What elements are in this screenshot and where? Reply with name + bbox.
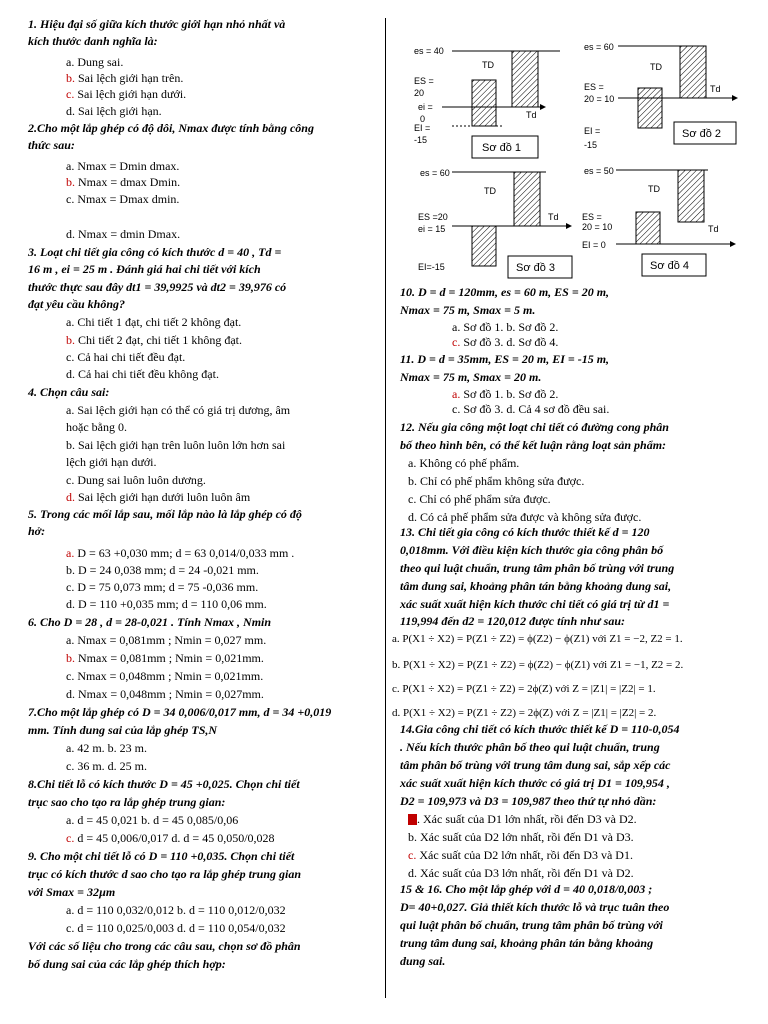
option-line-46: c. d = 45 0,006/0,017 d. d = 45 0,050/0,028 <box>66 831 275 845</box>
option-line-25 <box>408 812 637 827</box>
option-line-38: d. Nmax = 0,048mm ; Nmin = 0,027mm. <box>66 687 264 701</box>
answer-letter: c. <box>452 335 461 349</box>
diagram-so-do-3 <box>416 164 576 284</box>
d1-es: es = 40 <box>414 46 444 56</box>
question-line-32: trung tâm dung sai, khoảng phân tán bằng khoảng <box>400 936 654 950</box>
option-line-3: b. Sai lệch giới hạn trên. <box>66 71 184 85</box>
option-line-7: c. Sơ đồ 3. d. Cả 4 sơ đồ đều sai. <box>452 402 610 416</box>
question-line-33: dung sai. <box>400 954 446 968</box>
option-text: . Xác suất của D1 lớn nhất, rồi đến D3 và D2. <box>417 812 637 826</box>
d4-TD: TD <box>648 184 660 194</box>
d1-ei: ei = <box>418 102 433 112</box>
column-divider <box>385 18 386 998</box>
answer-letter: c. <box>66 831 75 845</box>
d2-ES2: 20 = 10 <box>584 94 615 104</box>
d2-Td: Td <box>710 84 721 94</box>
question-line-29: 15 & 16. Cho một lắp ghép với d = 40 0,018/0,003 ; <box>400 882 653 896</box>
question-line-5: Nmax = 75 m, Smax = 20 m. <box>400 370 542 384</box>
option-line-24: b. Sai lệch giới hạn trên luôn luôn lớn hơn sai <box>66 438 286 452</box>
d1-EI2: -15 <box>414 135 428 145</box>
answer-letter: b. <box>66 175 75 189</box>
answer-letter: a. <box>66 546 75 560</box>
question-line-34: 6. Cho D = 28 , d = 28-0,021 . Tính Nmax , Nmin <box>28 615 272 629</box>
option-line-37: c. Nmax = 0,048mm ; Nmin = 0,021mm. <box>66 669 264 683</box>
question-line-1: Nmax = 75 m, Smax = 5 m. <box>400 303 536 317</box>
answer-letter: d. <box>66 490 75 504</box>
answer-marker <box>408 814 417 825</box>
option-line-25: lệch giới hạn dưới. <box>66 455 157 469</box>
option-line-30: a. D = 63 +0,030 mm; d = 63 0,014/0,033 mm . <box>66 546 295 560</box>
question-line-48: trục có kích thước d sao cho tạo ra lắp ghép trung gian <box>28 867 301 881</box>
d2-EI2: -15 <box>584 140 598 150</box>
question-line-31: qui luật phân bố chuẩn, trung tâm phân bố trùng với <box>400 918 663 932</box>
option-line-35: a. Nmax = 0,081mm ; Nmin = 0,027 mm. <box>66 633 267 647</box>
option-line-11: b. Chỉ có phế phẩm không sửa được. <box>408 474 585 488</box>
option-line-42: c. 36 m. d. 25 m. <box>66 759 147 773</box>
question-line-1: kích thước danh nghĩa là: <box>28 34 158 48</box>
d4-ES: ES = <box>582 212 602 222</box>
d3-ES: ES =20 <box>418 212 448 222</box>
question-line-49: với Smax = 32µm <box>28 885 116 899</box>
question-line-43: 8.Chi tiết lỗ có kích thước D = 45 +0,025. Chọn chi tiết <box>28 777 300 791</box>
d3-es: es = 60 <box>420 168 450 178</box>
question-line-9: bố theo hình bên, có thể kết luận rằng loạt sản phẩm: <box>400 438 667 452</box>
question-line-0: 10. D = d = 120mm, es = 60 m, ES = 20 m, <box>400 285 610 299</box>
option-line-11: d. Nmax = dmin Dmax. <box>66 227 181 241</box>
option-line-13: d. Có cả phế phẩm sửa được và không sửa được. <box>408 510 642 524</box>
question-line-40: mm. Tính dung sai của lắp ghép TS,N <box>28 723 218 737</box>
question-line-12: 3. Loạt chi tiết gia công có kích thước d = 40 , Td = <box>28 245 282 259</box>
d3-Td: Td <box>548 212 559 222</box>
option-line-19: d. Cả hai chi tiết đều không đạt. <box>66 367 219 381</box>
d2-EI: EI = <box>584 126 601 136</box>
option-line-18: c. Cả hai chi tiết đều đạt. <box>66 350 186 364</box>
question-line-53: bố dung sai của các lắp ghép thích hợp: <box>28 957 226 971</box>
option-line-36: b. Nmax = 0,081mm ; Nmin = 0,021mm. <box>66 651 264 665</box>
diagram-so-do-4 <box>580 162 740 282</box>
d4-ES2: 20 = 10 <box>582 222 613 232</box>
question-line-20: 14.Gia công chi tiết có kích thước thiết kế D = 110-0,054 <box>400 722 680 736</box>
answer-letter: b. <box>66 333 75 347</box>
question-line-39: 7.Cho một lắp ghép có D = 34 0,006/0,017 mm, d = 34 +0,019 <box>28 705 332 719</box>
d3-label: Sơ đồ 3 <box>516 262 556 274</box>
option-line-6: a. Sơ đồ 1. b. Sơ đồ 2. <box>452 387 559 401</box>
d1-EI: EI = <box>414 123 431 133</box>
question-line-18: xác suất xuất hiện kích thước chi tiết có giá trị từ d1 = <box>400 597 670 611</box>
option-line-32: c. D = 75 0,073 mm; d = 75 -0,036 mm. <box>66 580 259 594</box>
option-line-26: b. Xác suất của D2 lớn nhất, rồi đến D1 và D3. <box>408 830 634 844</box>
d2-label: Sơ đồ 2 <box>682 128 722 140</box>
option-line-12: c. Chỉ có phế phẩm sửa được. <box>408 492 551 506</box>
option-line-2: a. Sơ đồ 1. b. Sơ đồ 2. <box>452 320 559 334</box>
question-line-19: 119,994 đến d2 = 120,012 được tính như sau: <box>400 614 626 628</box>
option-line-8: a. Nmax = Dmin dmax. <box>66 159 180 173</box>
formula-option-1: b. P(X1 ÷ X2) = P(Z1 ÷ Z2) = ϕ(Z2) − ϕ(Z1) với Z1 = −1, Z2 = 2. <box>392 659 684 671</box>
option-line-10: c. Nmax = Dmax dmin. <box>66 192 180 206</box>
question-line-24: D2 = 109,973 và D3 = 109,987 theo thứ tự nhỏ dần: <box>400 794 657 808</box>
question-line-20: 4. Chọn câu sai: <box>28 385 110 399</box>
formula-option-0: a. P(X1 ÷ X2) = P(Z1 ÷ Z2) = ϕ(Z2) − ϕ(Z1) với Z1 = −2, Z2 = 1. <box>392 633 683 645</box>
option-line-51: c. d = 110 0,025/0,003 d. d = 110 0,054/0,032 <box>66 921 286 935</box>
d2-es: es = 60 <box>584 42 614 52</box>
option-line-31: b. D = 24 0,038 mm; d = 24 -0,021 mm. <box>66 563 259 577</box>
question-line-14: thước thực sau đây dt1 = 39,9925 và dt2 = 39,976 có <box>28 280 287 294</box>
question-line-29: hở: <box>28 524 46 538</box>
d2-TD: TD <box>650 62 662 72</box>
question-line-16: theo qui luật chuẩn, trung tâm phân bố trùng với trung <box>400 561 675 575</box>
question-line-8: 12. Nếu gia công một loạt chi tiết có đường cong phân <box>400 420 669 434</box>
option-line-41: a. 42 m. b. 23 m. <box>66 741 147 755</box>
option-line-9: b. Nmax = dmax Dmin. <box>66 175 181 189</box>
d1-ei2: 0 <box>420 114 426 124</box>
option-line-27: d. Sai lệch giới hạn dưới luôn luôn âm <box>66 490 251 504</box>
d1-TD: TD <box>482 60 494 70</box>
d4-Td: Td <box>708 224 719 234</box>
formula-option-2: c. P(X1 ÷ X2) = P(Z1 ÷ Z2) = 2ϕ(Z) với Z = |Z1| = |Z2| = 1. <box>392 683 656 695</box>
question-line-30: D= 40+0,027. Giả thiết kích thước lỗ và trục tuân theo <box>400 900 670 914</box>
question-line-23: xác suất xuất hiện kích thước có giá trị D1 = 109,954 , <box>400 776 670 790</box>
option-line-26: c. Dung sai luôn luôn dương. <box>66 473 206 487</box>
option-line-45: a. d = 45 0,021 b. d = 45 0,085/0,06 <box>66 813 239 827</box>
question-line-6: 2.Cho một lắp ghép có độ dôi, Nmax được tính bằng công <box>28 121 314 135</box>
question-line-15: 0,018mm. Với điều kiện kích thước gia công phân bố <box>400 543 664 557</box>
question-line-47: 9. Cho một chi tiết lỗ có D = 110 +0,035. Chọn chi tiết <box>28 849 295 863</box>
answer-letter: b. <box>66 651 75 665</box>
option-line-4: c. Sai lệch giới hạn dưới. <box>66 87 187 101</box>
d3-ei: ei = 15 <box>418 224 446 234</box>
d1-Td: Td <box>526 110 537 120</box>
d1-ES2: 20 <box>414 88 425 98</box>
d4-EI: EI = 0 <box>582 240 606 250</box>
d4-es: es = 50 <box>584 166 614 176</box>
option-line-17: b. Chi tiết 2 đạt, chi tiết 1 không đạt. <box>66 333 242 347</box>
option-line-3: c. Sơ đồ 3. d. Sơ đồ 4. <box>452 335 559 349</box>
d3-EI: EI=-15 <box>418 262 445 272</box>
option-line-5: d. Sai lệch giới hạn. <box>66 104 162 118</box>
option-line-2: a. Dung sai. <box>66 55 124 69</box>
option-line-33: d. D = 110 +0,035 mm; d = 110 0,06 mm. <box>66 597 267 611</box>
question-line-21: . Nếu kích thước phân bố theo qui luật chuẩn, trung <box>400 740 660 754</box>
answer-letter: c. <box>66 87 75 101</box>
question-line-7: thức sau: <box>28 138 75 152</box>
option-line-28: d. Xác suất của D3 lớn nhất, rồi đến D1 và D2. <box>408 866 634 880</box>
option-line-21: a. Sai lệch giới hạn có thể có giá trị dương, âm <box>66 403 291 417</box>
question-line-13: 16 m , ei = 25 m . Đánh giá hai chi tiết với kích <box>28 262 261 276</box>
question-line-15: đạt yêu cầu không? <box>28 297 126 311</box>
option-line-50: a. d = 110 0,032/0,012 b. d = 110 0,012/0,032 <box>66 903 286 917</box>
question-line-44: trục sao cho tạo ra lắp ghép trung gian: <box>28 795 226 809</box>
formula-option-3: d. P(X1 ÷ X2) = P(Z1 ÷ Z2) = 2ϕ(Z) với Z = |Z1| = |Z2| = 2. <box>392 707 657 719</box>
d4-label: Sơ đồ 4 <box>650 260 690 272</box>
d1-ES: ES = <box>414 76 434 86</box>
question-line-52: Với các số liệu cho trong các câu sau, chọn sơ đồ phân <box>28 939 301 953</box>
answer-letter: a. <box>452 387 461 401</box>
question-line-22: tâm phân bố trùng với trung tâm dung sai, sắp xếp các <box>400 758 671 772</box>
diagram-so-do-2 <box>582 38 742 158</box>
diagram-so-do-1 <box>412 40 562 170</box>
answer-letter: c. <box>408 848 417 862</box>
option-line-16: a. Chi tiết 1 đạt, chi tiết 2 không đạt. <box>66 315 242 329</box>
question-line-28: 5. Trong các mối lắp sau, mối lắp nào là lắp ghép có độ <box>28 507 302 521</box>
question-line-17: tâm dung sai, khoảng phân tán bằng khoảng dung sai, <box>400 579 672 593</box>
d2-ES: ES = <box>584 82 604 92</box>
option-line-27: c. Xác suất của D2 lớn nhất, rồi đến D3 và D1. <box>408 848 633 862</box>
option-line-22: hoặc bằng 0. <box>66 420 127 434</box>
d3-TD: TD <box>484 186 496 196</box>
option-line-10: a. Không có phế phẩm. <box>408 456 520 470</box>
question-line-0: 1. Hiệu đại số giữa kích thước giới hạn nhỏ nhất và <box>28 17 286 31</box>
answer-letter: b. <box>66 71 75 85</box>
question-line-4: 11. D = d = 35mm, ES = 20 m, EI = -15 m, <box>400 352 610 366</box>
d1-label: Sơ đồ 1 <box>482 142 522 154</box>
question-line-14: 13. Chi tiết gia công có kích thước thiết kế d = 120 <box>400 525 650 539</box>
